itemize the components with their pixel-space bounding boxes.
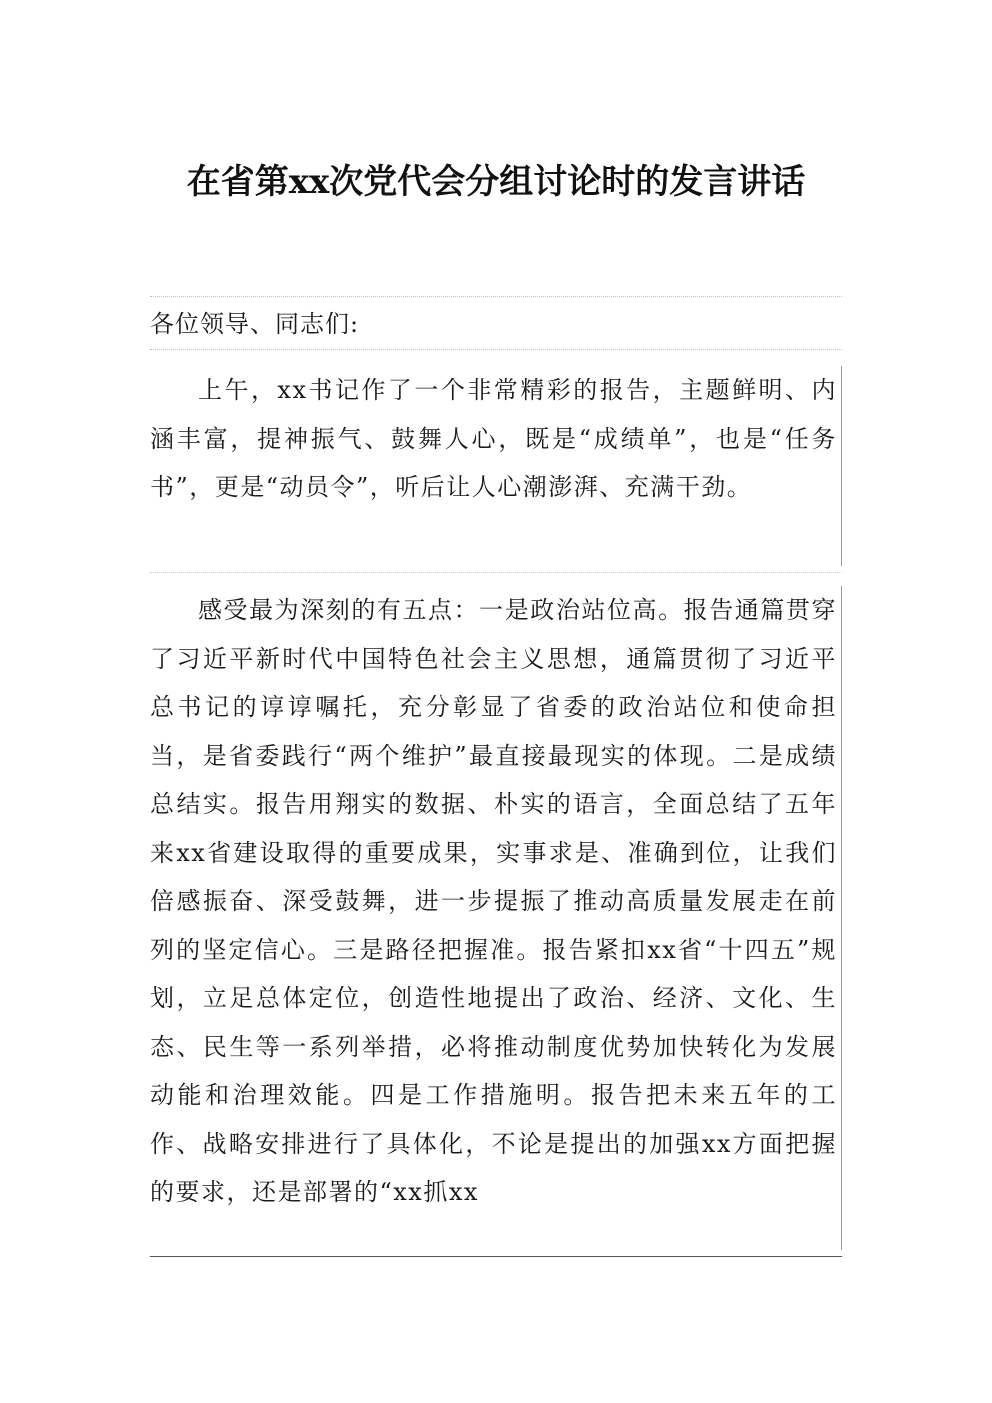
page-bottom-rule — [150, 1256, 842, 1257]
document-title: 在省第xx次党代会分组讨论时的发言讲话 — [186, 162, 806, 202]
paragraph-2: 感受最为深刻的有五点：一是政治站位高。报告通篇贯穿了习近平新时代中国特色社会主义思想，通篇贯彻了习近平总书记的谆谆嘱托，充分彰显了省委的政治站位和使命担当，是省委践行“两个维护”最直接最现实的体现。二是成绩总结实。报告用翔实的数据、朴实的语言，全面总结了五年来xx省建设取得的重要成果，实事求是、准确到位，让我们倍感振奋、深受鼓舞，进一步提振了推动高质量发展走在前列的坚定信心。三是路径把握准。报告紧扣xx省“十四五”规划，立足总体定位，创造性地提出了政治、经济、文化、生态、民生等一系列举措，必将推动制度优势加快转化为发展动能和治理效能。四是工作措施明。报告把未来五年的工作、战略安排进行了具体化，不论是提出的加强xx方面把握的要求，还是部署的“xx抓xx — [150, 586, 842, 1250]
paragraph-1: 上午，xx书记作了一个非常精彩的报告，主题鲜明、内涵丰富，提神振气、鼓舞人心，既是“成绩单”，也是“任务书”，更是“动员令”，听后让人心潮澎湃、充满干劲。 — [150, 366, 842, 566]
paragraph-separator — [150, 572, 842, 573]
greeting-line: 各位领导、同志们: — [150, 310, 360, 338]
